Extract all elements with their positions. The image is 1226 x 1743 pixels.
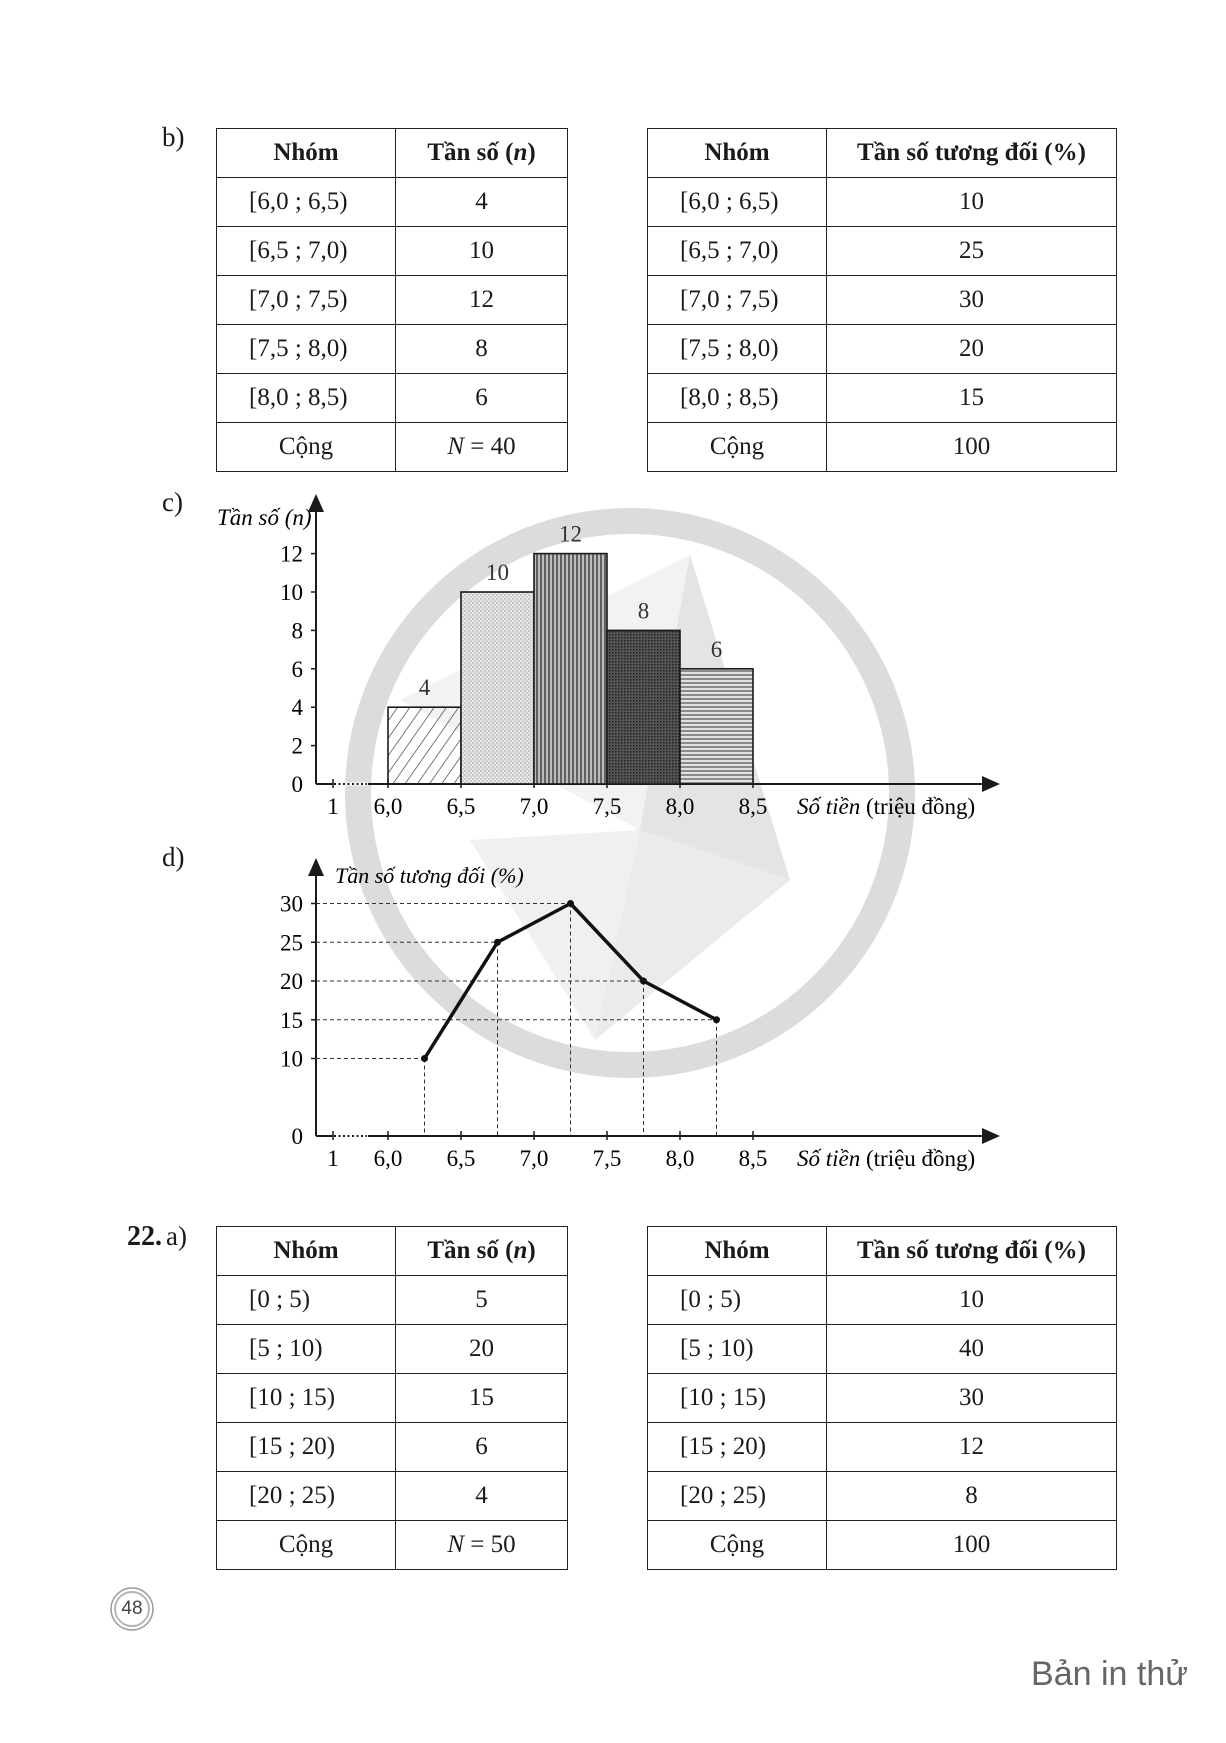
header-relative-frequency: Tần số tương đối (%) — [827, 1227, 1117, 1276]
cell-group: [0 ; 5) — [648, 1276, 827, 1325]
cell-group: [10 ; 15) — [648, 1374, 827, 1423]
cell-value: 6 — [396, 374, 568, 423]
table-row — [217, 1276, 568, 1325]
cell-value: 25 — [827, 227, 1117, 276]
table-row — [217, 1325, 568, 1374]
y-tick-label: 10 — [280, 1046, 303, 1072]
table-total-row — [217, 423, 568, 472]
y-tick-label: 8 — [291, 618, 303, 644]
data-point — [640, 978, 647, 985]
header-group: Nhóm — [217, 129, 396, 178]
x-axis-label: Số tiền (triệu đồng) — [797, 794, 976, 819]
x-tick-label: 6,0 — [373, 794, 403, 819]
y-tick-label: 4 — [291, 695, 303, 721]
y-tick-label: 6 — [291, 656, 303, 682]
table-row — [217, 374, 568, 423]
cell-total-value: N = 40 — [396, 423, 568, 472]
frequency-polygon-chart — [0, 850, 1226, 1180]
exercise-number: 22. — [127, 1221, 162, 1252]
header-frequency: Tần số (n) — [396, 129, 568, 178]
table-row — [217, 1374, 568, 1423]
cell-value: 15 — [396, 1374, 568, 1423]
cell-value: 12 — [396, 276, 568, 325]
y-axis-label: Tần số tương đối (%) — [335, 863, 524, 888]
y-tick-label: 15 — [280, 1007, 303, 1033]
y-tick-label: 2 — [291, 733, 303, 759]
table-row — [648, 276, 1117, 325]
histogram-chart — [0, 490, 1226, 830]
cell-total-label: Cộng — [648, 423, 827, 472]
x-tick-label: 8,0 — [665, 1146, 695, 1171]
header-group: Nhóm — [648, 129, 827, 178]
cell-value: 15 — [827, 374, 1117, 423]
table-row — [217, 178, 568, 227]
table-row — [648, 178, 1117, 227]
cell-group: [15 ; 20) — [217, 1423, 396, 1472]
cell-group: [10 ; 15) — [217, 1374, 396, 1423]
table-row — [648, 227, 1117, 276]
cell-value: 30 — [827, 276, 1117, 325]
x-tick-label: 1 — [327, 1146, 339, 1171]
y-tick-label: 10 — [280, 580, 303, 605]
label-c: c) — [162, 487, 183, 517]
y-tick-label: 0 — [291, 1124, 303, 1149]
histogram-bar — [461, 592, 534, 784]
bar-value-label: 8 — [637, 598, 650, 624]
cell-total-value: 100 — [827, 423, 1117, 472]
cell-group: [7,0 ; 7,5) — [217, 276, 396, 325]
x-tick-label: 6,5 — [446, 1146, 476, 1171]
table-row — [648, 325, 1117, 374]
x-tick-label: 7,5 — [592, 794, 622, 819]
table-row — [648, 1423, 1117, 1472]
cell-group: [6,0 ; 6,5) — [648, 178, 827, 227]
x-tick-label: 6,5 — [446, 794, 476, 819]
data-point — [421, 1055, 428, 1062]
header-relative-frequency: Tần số tương đối (%) — [827, 129, 1117, 178]
y-axis-label: Tần số (n) — [217, 505, 312, 530]
cell-value: 12 — [827, 1423, 1117, 1472]
cell-value: 8 — [396, 325, 568, 374]
table-b-frequency — [216, 128, 568, 472]
cell-total-value: N = 50 — [396, 1521, 568, 1570]
histogram-bar — [388, 707, 461, 784]
x-tick-label: 7,0 — [519, 1146, 549, 1171]
table-row — [648, 374, 1117, 423]
page-number: 48 — [121, 1598, 143, 1619]
table-row — [217, 1423, 568, 1472]
cell-group: [8,0 ; 8,5) — [648, 374, 827, 423]
x-tick-label: 7,5 — [592, 1146, 622, 1171]
table-total-row — [648, 1521, 1117, 1570]
x-axis-label: Số tiền (triệu đồng) — [797, 1146, 976, 1171]
header-group: Nhóm — [217, 1227, 396, 1276]
x-tick-label: 8,0 — [665, 794, 695, 819]
cell-value: 8 — [827, 1472, 1117, 1521]
label-d: d) — [162, 842, 185, 872]
table-row — [217, 1472, 568, 1521]
y-tick-label: 20 — [280, 969, 303, 994]
table-22-frequency — [216, 1226, 568, 1570]
cell-value: 20 — [827, 325, 1117, 374]
cell-total-value: 100 — [827, 1521, 1117, 1570]
y-tick-label: 25 — [280, 930, 303, 956]
y-tick-label: 30 — [280, 891, 303, 917]
bar-value-label: 12 — [559, 521, 582, 547]
table-22-relative — [647, 1226, 1117, 1570]
cell-value: 20 — [396, 1325, 568, 1374]
header-frequency: Tần số (n) — [396, 1227, 568, 1276]
histogram-bar — [607, 630, 680, 784]
cell-value: 4 — [396, 1472, 568, 1521]
table-row — [217, 276, 568, 325]
x-tick-label: 8,5 — [738, 794, 768, 819]
cell-group: [6,5 ; 7,0) — [217, 227, 396, 276]
cell-total-label: Cộng — [217, 1521, 396, 1570]
x-tick-label: 8,5 — [738, 1146, 768, 1171]
table-total-row — [648, 423, 1117, 472]
cell-group: [5 ; 10) — [648, 1325, 827, 1374]
cell-group: [6,0 ; 6,5) — [217, 178, 396, 227]
cell-group: [15 ; 20) — [648, 1423, 827, 1472]
cell-group: [7,5 ; 8,0) — [648, 325, 827, 374]
table-row — [217, 227, 568, 276]
label-b: b) — [162, 122, 185, 152]
cell-value: 6 — [396, 1423, 568, 1472]
table-row — [217, 325, 568, 374]
y-tick-label: 0 — [291, 772, 303, 797]
cell-group: [6,5 ; 7,0) — [648, 227, 827, 276]
cell-group: [5 ; 10) — [217, 1325, 396, 1374]
cell-total-label: Cộng — [648, 1521, 827, 1570]
cell-group: [7,5 ; 8,0) — [217, 325, 396, 374]
cell-group: [7,0 ; 7,5) — [648, 276, 827, 325]
data-point — [567, 900, 574, 907]
cell-value: 10 — [827, 178, 1117, 227]
x-tick-label: 1 — [327, 794, 339, 819]
cell-total-label: Cộng — [217, 423, 396, 472]
bar-value-label: 10 — [486, 560, 509, 585]
x-tick-label: 6,0 — [373, 1146, 403, 1171]
header-group: Nhóm — [648, 1227, 827, 1276]
cell-value: 10 — [827, 1276, 1117, 1325]
cell-value: 10 — [396, 227, 568, 276]
cell-value: 40 — [827, 1325, 1117, 1374]
table-row — [648, 1325, 1117, 1374]
histogram-bar — [680, 669, 753, 784]
histogram-bar — [534, 554, 607, 784]
cell-value: 4 — [396, 178, 568, 227]
table-row — [648, 1472, 1117, 1521]
cell-group: [20 ; 25) — [217, 1472, 396, 1521]
table-row — [648, 1276, 1117, 1325]
cell-group: [0 ; 5) — [217, 1276, 396, 1325]
table-total-row — [217, 1521, 568, 1570]
cell-group: [20 ; 25) — [648, 1472, 827, 1521]
cell-value: 30 — [827, 1374, 1117, 1423]
data-point — [494, 939, 501, 946]
bar-value-label: 4 — [418, 675, 431, 701]
cell-value: 5 — [396, 1276, 568, 1325]
y-tick-label: 12 — [280, 541, 303, 567]
exercise-22-heading — [127, 1221, 187, 1253]
cell-group: [8,0 ; 8,5) — [217, 374, 396, 423]
page-number-badge — [108, 1585, 156, 1633]
data-point — [713, 1016, 720, 1023]
table-b-relative — [647, 128, 1117, 472]
label-a: a) — [166, 1221, 187, 1251]
bar-value-label: 6 — [710, 636, 723, 662]
table-row — [648, 1374, 1117, 1423]
x-tick-label: 7,0 — [519, 794, 549, 819]
proof-mark: Bản in thử — [1031, 1655, 1188, 1693]
